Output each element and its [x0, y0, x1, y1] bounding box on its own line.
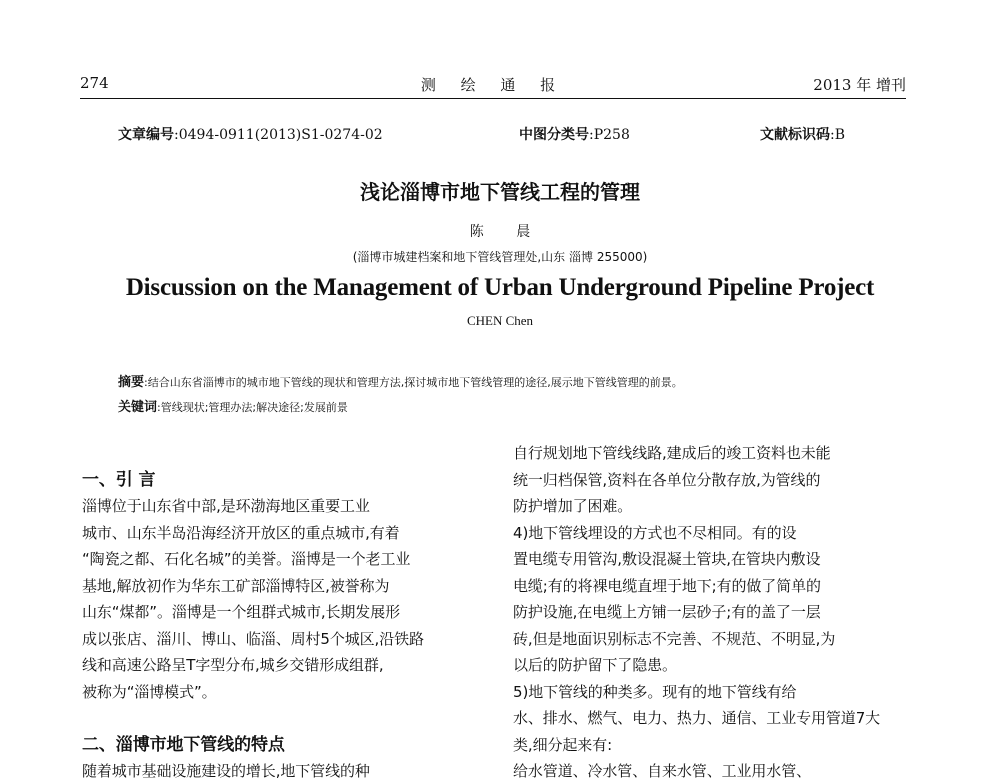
abstract-text: :结合山东省淄博市的城市地下管线的现状和管理方法,探讨城市地下管线管理的途径,展示地下管线管理的前景。 [144, 376, 683, 389]
classification-label: 中图分类号 [519, 127, 589, 143]
title-chinese: 浅论淄博市地下管线工程的管理 [360, 180, 640, 204]
right-line: 自行规划地下管线线路,建成后的竣工资料也未能 [513, 444, 831, 462]
left-line: 被称为“淄博模式”。 [82, 682, 217, 701]
article-number-value: :0494-0911(2013)S1-0274-02 [174, 127, 383, 143]
header-rule [80, 98, 906, 99]
abstract-label: 摘要 [118, 375, 145, 390]
right-line: 4)地下管线埋设的方式也不尽相同。有的设 [513, 523, 797, 542]
left-line [82, 440, 476, 467]
issue-label: 2013 年 增刊 [813, 76, 906, 94]
left-line: 城市、山东半岛沿海经济开放区的重点城市,有着 [82, 523, 400, 542]
title-english: Discussion on the Management of Urban Underground Pipeline Project [125, 274, 875, 301]
journal-name: 测 绘 通 报 [420, 76, 566, 94]
left-line: 随着城市基础设施建设的增长,地下管线的种 [82, 762, 370, 780]
right-line: 电缆;有的将裸电缆直埋于地下;有的做了简单的 [513, 576, 821, 595]
right-column [513, 440, 907, 784]
right-line: 给水管道、冷水管、自来水管、工业用水管、 [513, 762, 812, 780]
keywords-label: 关键词 [118, 400, 158, 415]
classification-number [519, 124, 630, 144]
article-number-label: 文章编号 [118, 127, 174, 143]
right-line: 统一归档保管,资料在各单位分散存放,为管线的 [513, 470, 821, 489]
affiliation: (淄博市城建档案和地下管线管理处,山东 淄博 255000) [352, 250, 648, 264]
right-line: 防护增加了困难。 [513, 497, 633, 515]
right-line: 5)地下管线的种类多。现有的地下管线有给 [513, 682, 797, 701]
left-column [82, 440, 476, 784]
document-code-label: 文献标识码 [760, 127, 830, 143]
left-line: 山东“煤都”。淄博是一个组群式城市,长期发展形 [82, 603, 401, 621]
keywords-text: :管线现状;管理办法;解决途径;发展前景 [157, 401, 348, 414]
author-english: CHEN Chen [466, 313, 534, 328]
classification-value: :P258 [589, 127, 630, 143]
left-line: 基地,解放初作为华东工矿部淄博特区,被誉称为 [82, 576, 390, 595]
author-chinese: 陈 晨 [469, 224, 545, 240]
section-heading-introduction: 一、引 言 [82, 469, 156, 490]
running-header [80, 72, 906, 94]
left-line: 成以张店、淄川、博山、临淄、周村5个城区,沿铁路 [82, 629, 424, 648]
abstract [118, 371, 908, 390]
right-line: 防护设施,在电缆上方铺一层砂子;有的盖了一层 [513, 603, 821, 621]
right-line: 以后的防护留下了隐患。 [513, 656, 677, 674]
left-line: 线和高速公路呈T字型分布,城乡交错形成组群, [82, 656, 384, 674]
section-heading-characteristics: 二、淄博市地下管线的特点 [82, 734, 285, 755]
page-number: 274 [80, 74, 109, 92]
right-line: 类,细分起来有: [513, 735, 613, 754]
left-line [82, 705, 476, 732]
left-line: 淄博位于山东省中部,是环渤海地区重要工业 [82, 497, 370, 515]
right-line: 水、排水、燃气、电力、热力、通信、工业专用管道7大 [513, 709, 881, 727]
keywords [118, 396, 908, 415]
document-code [760, 124, 845, 144]
right-line: 置电缆专用管沟,敷设混凝土管块,在管块内敷设 [513, 550, 821, 568]
article-number [118, 124, 383, 144]
right-line: 砖,但是地面识别标志不完善、不规范、不明显,为 [513, 629, 836, 648]
document-code-value: :B [830, 127, 846, 143]
left-line: “陶瓷之都、石化名城”的美誉。淄博是一个老工业 [82, 550, 411, 568]
